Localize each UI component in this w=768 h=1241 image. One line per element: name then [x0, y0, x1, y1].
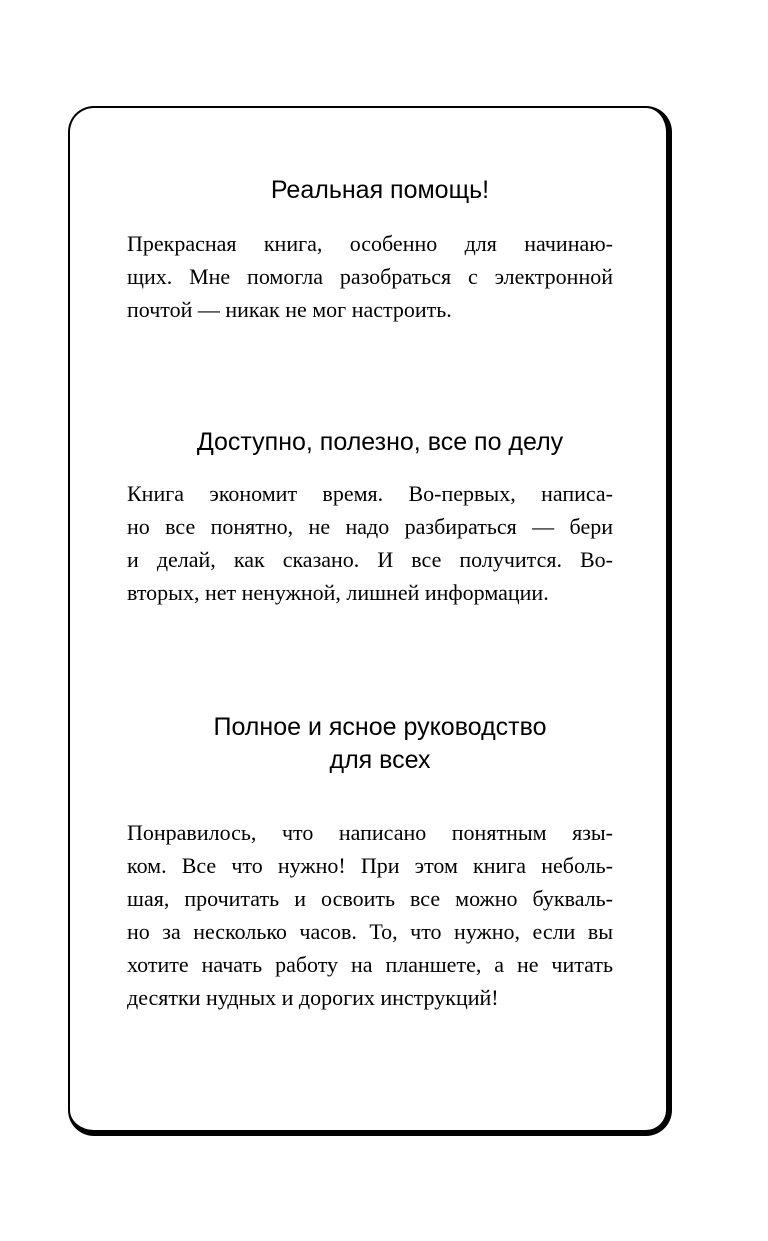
review-text — [127, 816, 613, 1014]
review-title — [100, 711, 660, 777]
review-text-line: но все понятно, не надо разбираться — бери — [127, 514, 613, 539]
review-text-line: шая, прочитать и освоить все можно букваль- — [127, 886, 613, 911]
review-text-line: вторых, нет ненужной, лишней информации. — [127, 580, 549, 605]
review-text — [127, 227, 613, 326]
review-text-line: щих. Мне помогла разобраться с электронной — [127, 264, 613, 289]
review-title — [100, 426, 660, 459]
review-title-line: Реальная помощь! — [270, 176, 490, 204]
review-text-line: Понравилось, что написано понятным язы- — [127, 820, 613, 845]
review-text-line: Книга экономит время. Во-первых, написа- — [127, 481, 613, 506]
review-title — [100, 174, 660, 207]
review-title-line: Доступно, полезно, все по делу — [196, 428, 564, 456]
review-title-line: Полное и ясное руководство — [213, 713, 547, 741]
review-text-line: но за несколько часов. То, что нужно, если вы — [127, 919, 613, 944]
review-text-line: хотите начать работу на планшете, а не читать — [127, 952, 613, 977]
review-title-line: для всех — [329, 746, 431, 774]
review-text-line: почтой — никак не мог настроить. — [127, 297, 452, 322]
review-text — [127, 477, 613, 609]
review-text-line: Прекрасная книга, особенно для начинаю- — [127, 231, 613, 256]
review-text-line: ком. Все что нужно! При этом книга неболь- — [127, 853, 613, 878]
review-text-line: и делай, как сказано. И все получится. Во- — [127, 547, 613, 572]
review-text-line: десятки нудных и дорогих инструкций! — [127, 985, 499, 1010]
